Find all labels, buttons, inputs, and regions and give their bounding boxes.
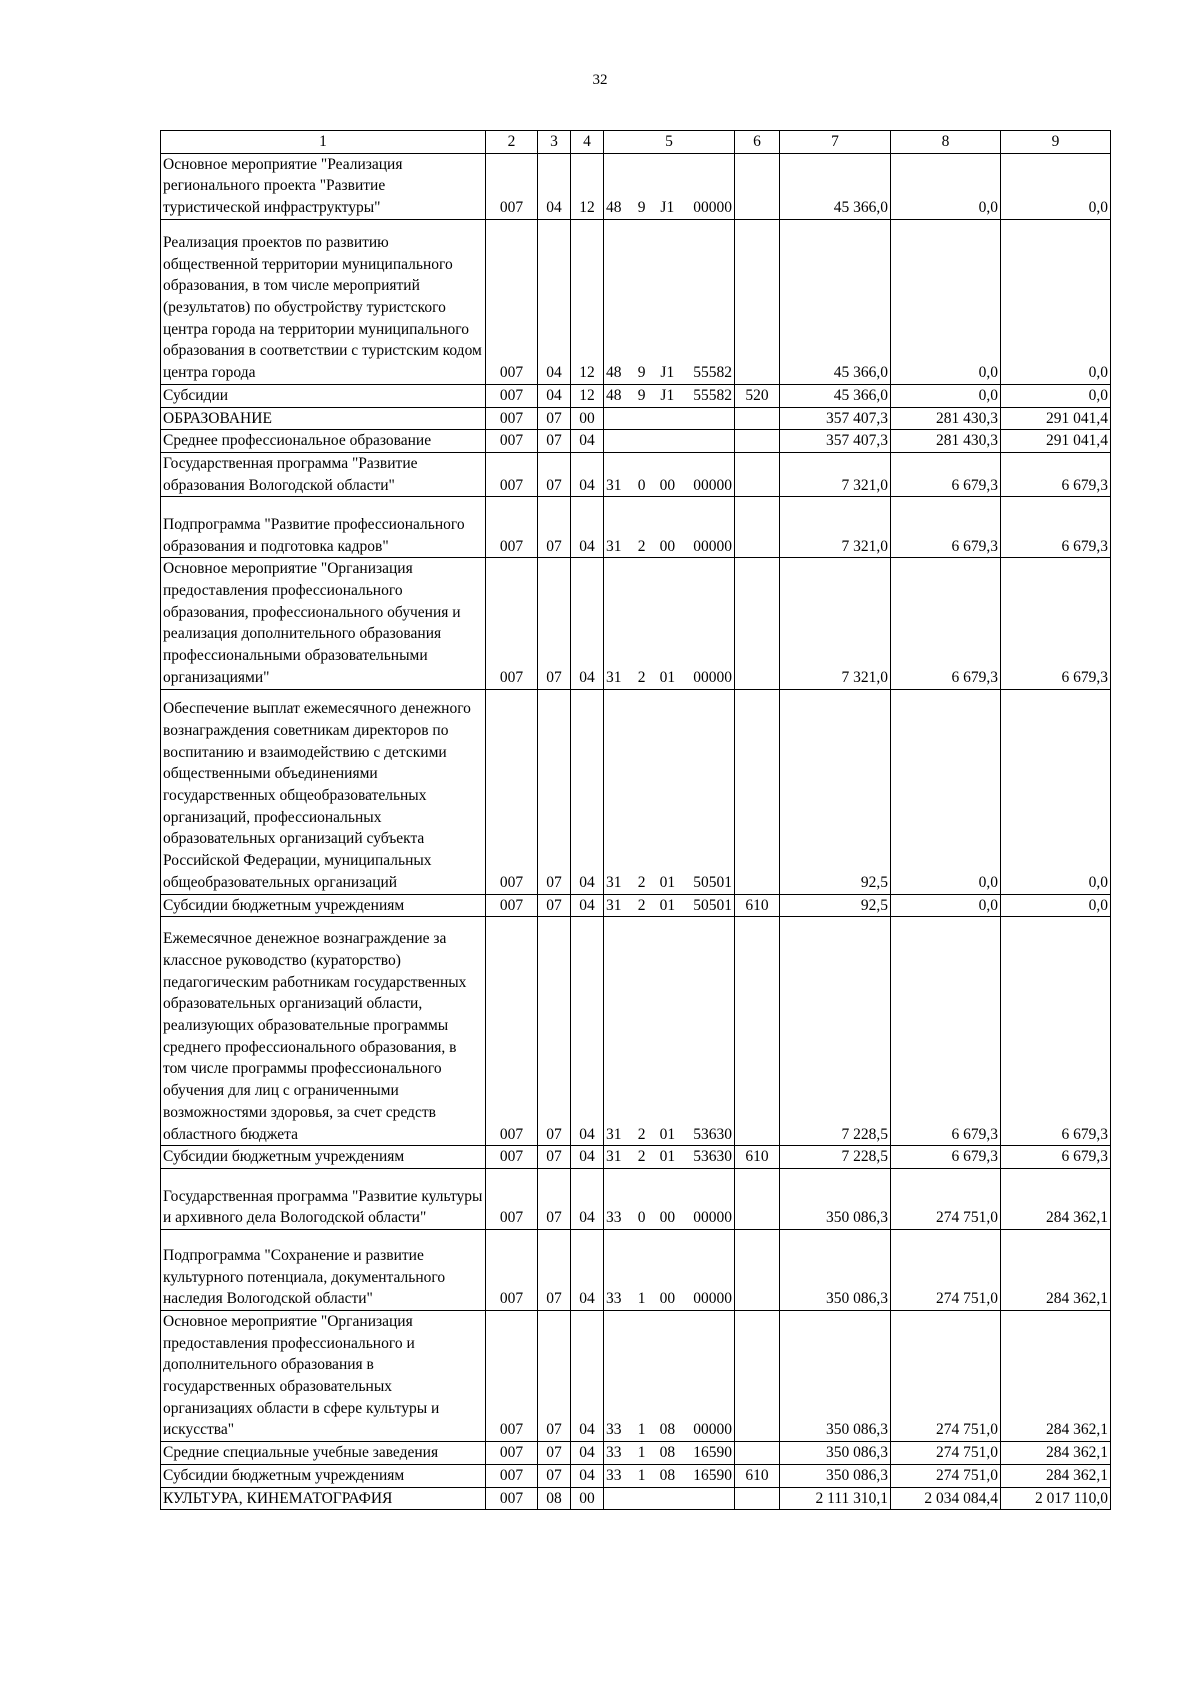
col-amount-year-1: 7 321,0	[780, 452, 891, 496]
code-part-p4: 55582	[693, 364, 732, 382]
code-part-p2: 9	[637, 199, 646, 217]
col-amount-year-2: 281 430,3	[891, 407, 1001, 430]
col-amount-year-2: 6 679,3	[891, 558, 1001, 689]
col-section: 08	[538, 1487, 571, 1510]
table-row	[161, 153, 1111, 219]
target-article-code	[606, 667, 732, 689]
col-grbs: 007	[486, 430, 538, 453]
target-article-code	[606, 872, 732, 894]
col-amount-year-1: 7 321,0	[780, 558, 891, 689]
col-amount-year-1: 357 407,3	[780, 430, 891, 453]
code-part-p1: 48	[606, 199, 622, 217]
col-amount-year-2: 281 430,3	[891, 430, 1001, 453]
row-name: Основное мероприятие "Организация предоставления профессионального образования, профессионального обучения и реализация дополнительного образования профессиональными образовательными организациями"	[161, 558, 486, 689]
target-article-code	[606, 536, 732, 558]
code-part-p4: 16590	[693, 1466, 732, 1484]
header-col-5: 5	[604, 131, 735, 154]
col-expense-type	[735, 430, 780, 453]
col-grbs: 007	[486, 407, 538, 430]
col-amount-year-3: 284 362,1	[1001, 1464, 1111, 1487]
table-row	[161, 452, 1111, 496]
col-amount-year-3: 284 362,1	[1001, 1310, 1111, 1441]
code-part-p4: 00000	[693, 668, 732, 686]
col-amount-year-3: 0,0	[1001, 384, 1111, 407]
col-target-article	[604, 1442, 735, 1465]
col-subsection: 12	[571, 384, 604, 407]
code-part-p3: J1	[660, 199, 675, 217]
target-article-code	[606, 197, 732, 219]
code-part-p1: 33	[606, 1444, 622, 1462]
code-part-p4: 50501	[693, 896, 732, 914]
col-amount-year-3: 284 362,1	[1001, 1442, 1111, 1465]
target-article-code	[606, 385, 732, 407]
col-target-article	[604, 689, 735, 894]
col-section: 07	[538, 1310, 571, 1441]
col-amount-year-2: 6 679,3	[891, 1146, 1001, 1169]
code-part-p4: 00000	[693, 1421, 732, 1439]
row-name: КУЛЬТУРА, КИНЕМАТОГРАФИЯ	[161, 1487, 486, 1510]
col-target-article	[604, 1464, 735, 1487]
code-part-p3: 01	[659, 668, 676, 686]
col-amount-year-1: 350 086,3	[780, 1229, 891, 1310]
col-subsection: 04	[571, 1168, 604, 1229]
col-subsection: 00	[571, 1487, 604, 1510]
col-amount-year-3: 6 679,3	[1001, 558, 1111, 689]
col-target-article	[604, 430, 735, 453]
col-subsection: 04	[571, 497, 604, 558]
col-amount-year-3: 6 679,3	[1001, 452, 1111, 496]
table-row	[161, 1146, 1111, 1169]
col-amount-year-2: 6 679,3	[891, 917, 1001, 1146]
col-amount-year-3: 284 362,1	[1001, 1168, 1111, 1229]
row-name: Реализация проектов по развитию общественной территории муниципального образования, в том числе мероприятий (результатов) по обустройству туристского центра города на территории муниципального образования в соответствии с туристским кодом центра города	[161, 219, 486, 384]
budget-table	[160, 130, 1111, 1510]
col-subsection: 04	[571, 689, 604, 894]
col-expense-type: 610	[735, 894, 780, 917]
target-article-code	[606, 1288, 732, 1310]
col-expense-type	[735, 219, 780, 384]
col-subsection: 04	[571, 894, 604, 917]
code-part-p2: 2	[637, 537, 646, 555]
code-part-p4: 00000	[693, 537, 732, 555]
col-subsection: 04	[571, 1146, 604, 1169]
table-row	[161, 1168, 1111, 1229]
col-section: 04	[538, 153, 571, 219]
col-grbs: 007	[486, 917, 538, 1146]
row-name: Среднее профессиональное образование	[161, 430, 486, 453]
col-amount-year-2: 6 679,3	[891, 497, 1001, 558]
code-part-p3: 00	[659, 1290, 676, 1308]
code-part-p1: 48	[606, 386, 622, 404]
col-amount-year-3: 291 041,4	[1001, 430, 1111, 453]
col-grbs: 007	[486, 1464, 538, 1487]
target-article-code	[606, 1419, 732, 1441]
header-col-1: 1	[161, 131, 486, 154]
col-amount-year-2: 6 679,3	[891, 452, 1001, 496]
row-name: Подпрограмма "Сохранение и развитие культурного потенциала, документального наследия Вологодской области"	[161, 1229, 486, 1310]
code-part-p1: 31	[606, 537, 622, 555]
col-section: 04	[538, 384, 571, 407]
row-name: Субсидии бюджетным учреждениям	[161, 894, 486, 917]
col-amount-year-1: 2 111 310,1	[780, 1487, 891, 1510]
target-article-code	[606, 1207, 732, 1229]
col-target-article	[604, 497, 735, 558]
table-row	[161, 894, 1111, 917]
code-part-p2: 1	[637, 1290, 646, 1308]
row-name: Субсидии бюджетным учреждениям	[161, 1464, 486, 1487]
col-amount-year-1: 92,5	[780, 689, 891, 894]
code-part-p4: 00000	[693, 1290, 732, 1308]
target-article-code	[606, 1124, 732, 1146]
code-part-p1: 31	[606, 873, 622, 891]
code-part-p3: 01	[659, 896, 676, 914]
code-part-p2: 2	[637, 1148, 646, 1166]
table-row	[161, 1464, 1111, 1487]
col-grbs: 007	[486, 1310, 538, 1441]
row-name: ОБРАЗОВАНИЕ	[161, 407, 486, 430]
header-row	[161, 131, 1111, 154]
code-part-p1: 31	[606, 1148, 622, 1166]
col-target-article	[604, 452, 735, 496]
col-subsection: 04	[571, 1310, 604, 1441]
table-row	[161, 430, 1111, 453]
row-name: Ежемесячное денежное вознаграждение за классное руководство (кураторство) педагогическим работникам государственных образовательных организаций области, реализующих образовательные программы среднего профессионального образования, в том числе программы профессионального обучения для лиц с ограниченными возможностями здоровья, за счет средств областного бюджета	[161, 917, 486, 1146]
target-article-code	[606, 1146, 732, 1168]
code-part-p2: 1	[637, 1466, 646, 1484]
target-article-code	[606, 1442, 732, 1464]
code-part-p1: 31	[606, 1125, 622, 1143]
col-amount-year-3: 2 017 110,0	[1001, 1487, 1111, 1510]
code-part-p4: 00000	[693, 199, 732, 217]
col-section: 07	[538, 430, 571, 453]
code-part-p3: J1	[660, 364, 675, 382]
code-part-p3: 08	[659, 1466, 676, 1484]
row-name: Государственная программа "Развитие образования Вологодской области"	[161, 452, 486, 496]
code-part-p3: 00	[659, 537, 676, 555]
code-part-p1: 31	[606, 896, 622, 914]
code-part-p1: 33	[606, 1421, 622, 1439]
table-row	[161, 689, 1111, 894]
col-subsection: 04	[571, 452, 604, 496]
col-subsection: 00	[571, 407, 604, 430]
col-amount-year-3: 6 679,3	[1001, 497, 1111, 558]
col-section: 07	[538, 689, 571, 894]
col-target-article	[604, 1146, 735, 1169]
table-row	[161, 407, 1111, 430]
col-section: 07	[538, 1229, 571, 1310]
code-part-p1: 48	[606, 364, 622, 382]
col-subsection: 04	[571, 1464, 604, 1487]
col-grbs: 007	[486, 1442, 538, 1465]
col-amount-year-2: 0,0	[891, 689, 1001, 894]
col-amount-year-2: 274 751,0	[891, 1229, 1001, 1310]
col-amount-year-3: 0,0	[1001, 894, 1111, 917]
col-section: 07	[538, 917, 571, 1146]
col-target-article	[604, 384, 735, 407]
table-row	[161, 497, 1111, 558]
code-part-p4: 53630	[693, 1148, 732, 1166]
col-amount-year-3: 6 679,3	[1001, 1146, 1111, 1169]
col-section: 04	[538, 219, 571, 384]
code-part-p3: 01	[659, 873, 676, 891]
header-col-8: 8	[891, 131, 1001, 154]
code-part-p3: 00	[659, 476, 676, 494]
header-col-4: 4	[571, 131, 604, 154]
col-amount-year-2: 274 751,0	[891, 1310, 1001, 1441]
code-part-p2: 1	[637, 1421, 646, 1439]
col-subsection: 04	[571, 430, 604, 453]
col-amount-year-2: 0,0	[891, 384, 1001, 407]
col-section: 07	[538, 1442, 571, 1465]
col-target-article	[604, 1310, 735, 1441]
col-expense-type: 610	[735, 1146, 780, 1169]
col-amount-year-2: 0,0	[891, 153, 1001, 219]
col-target-article	[604, 1168, 735, 1229]
target-article-code	[606, 475, 732, 497]
col-target-article	[604, 917, 735, 1146]
table-body	[161, 153, 1111, 1510]
table-row	[161, 219, 1111, 384]
code-part-p2: 9	[637, 364, 646, 382]
col-target-article	[604, 153, 735, 219]
code-part-p1: 31	[606, 476, 622, 494]
col-grbs: 007	[486, 153, 538, 219]
target-article-code	[606, 895, 732, 917]
col-amount-year-1: 92,5	[780, 894, 891, 917]
header-col-2: 2	[486, 131, 538, 154]
col-target-article	[604, 1229, 735, 1310]
col-amount-year-3: 291 041,4	[1001, 407, 1111, 430]
row-name: Основное мероприятие "Реализация регионального проекта "Развитие туристической инфраструктуры"	[161, 153, 486, 219]
table-row	[161, 384, 1111, 407]
row-name: Обеспечение выплат ежемесячного денежного вознаграждения советникам директоров по воспитанию и взаимодействию с детскими общественными объединениями государственных общеобразовательных организаций, профессиональных образовательных организаций субъекта Российской Федерации, муниципальных общеобразовательных организаций	[161, 689, 486, 894]
col-subsection: 04	[571, 558, 604, 689]
row-name: Средние специальные учебные заведения	[161, 1442, 486, 1465]
col-expense-type	[735, 497, 780, 558]
col-target-article	[604, 1487, 735, 1510]
col-expense-type	[735, 917, 780, 1146]
col-expense-type: 520	[735, 384, 780, 407]
col-amount-year-1: 45 366,0	[780, 384, 891, 407]
col-grbs: 007	[486, 219, 538, 384]
col-expense-type	[735, 689, 780, 894]
table-row	[161, 917, 1111, 1146]
col-amount-year-1: 7 228,5	[780, 1146, 891, 1169]
code-part-p1: 33	[606, 1466, 622, 1484]
col-expense-type	[735, 1487, 780, 1510]
target-article-code	[606, 362, 732, 384]
col-subsection: 04	[571, 1229, 604, 1310]
code-part-p2: 2	[637, 873, 646, 891]
col-amount-year-3: 0,0	[1001, 689, 1111, 894]
code-part-p1: 33	[606, 1209, 622, 1227]
col-amount-year-1: 350 086,3	[780, 1464, 891, 1487]
code-part-p2: 9	[637, 386, 646, 404]
row-name: Подпрограмма "Развитие профессионального образования и подготовка кадров"	[161, 497, 486, 558]
col-target-article	[604, 407, 735, 430]
code-part-p4: 55582	[693, 386, 732, 404]
header-col-9: 9	[1001, 131, 1111, 154]
col-amount-year-3: 6 679,3	[1001, 917, 1111, 1146]
col-section: 07	[538, 452, 571, 496]
col-amount-year-2: 274 751,0	[891, 1168, 1001, 1229]
row-name: Субсидии бюджетным учреждениям	[161, 1146, 486, 1169]
code-part-p3: 01	[659, 1148, 676, 1166]
col-target-article	[604, 894, 735, 917]
code-part-p1: 33	[606, 1290, 622, 1308]
col-expense-type	[735, 558, 780, 689]
code-part-p2: 0	[637, 476, 646, 494]
row-name: Государственная программа "Развитие культуры и архивного дела Вологодской области"	[161, 1168, 486, 1229]
row-name: Субсидии	[161, 384, 486, 407]
code-part-p2: 0	[637, 1209, 646, 1227]
code-part-p3: 00	[659, 1209, 676, 1227]
col-amount-year-2: 274 751,0	[891, 1464, 1001, 1487]
col-section: 07	[538, 497, 571, 558]
header-col-3: 3	[538, 131, 571, 154]
col-grbs: 007	[486, 689, 538, 894]
col-grbs: 007	[486, 894, 538, 917]
col-amount-year-2: 2 034 084,4	[891, 1487, 1001, 1510]
table-row	[161, 1310, 1111, 1441]
code-part-p2: 2	[637, 896, 646, 914]
col-amount-year-1: 45 366,0	[780, 219, 891, 384]
col-subsection: 12	[571, 153, 604, 219]
col-amount-year-1: 350 086,3	[780, 1310, 891, 1441]
col-grbs: 007	[486, 497, 538, 558]
col-section: 07	[538, 1168, 571, 1229]
col-expense-type	[735, 407, 780, 430]
col-amount-year-1: 357 407,3	[780, 407, 891, 430]
code-part-p4: 16590	[693, 1444, 732, 1462]
target-article-code	[606, 1465, 732, 1487]
col-target-article	[604, 219, 735, 384]
col-grbs: 007	[486, 558, 538, 689]
code-part-p4: 00000	[693, 476, 732, 494]
table-row	[161, 1442, 1111, 1465]
col-amount-year-1: 7 321,0	[780, 497, 891, 558]
col-section: 07	[538, 407, 571, 430]
code-part-p4: 50501	[693, 873, 732, 891]
col-section: 07	[538, 558, 571, 689]
col-amount-year-1: 7 228,5	[780, 917, 891, 1146]
col-expense-type: 610	[735, 1464, 780, 1487]
col-subsection: 04	[571, 917, 604, 1146]
col-grbs: 007	[486, 1146, 538, 1169]
col-amount-year-2: 0,0	[891, 894, 1001, 917]
col-target-article	[604, 558, 735, 689]
code-part-p2: 1	[637, 1444, 646, 1462]
col-grbs: 007	[486, 384, 538, 407]
col-amount-year-2: 274 751,0	[891, 1442, 1001, 1465]
col-expense-type	[735, 1310, 780, 1441]
col-expense-type	[735, 153, 780, 219]
code-part-p2: 2	[637, 668, 646, 686]
col-amount-year-3: 0,0	[1001, 219, 1111, 384]
col-grbs: 007	[486, 1168, 538, 1229]
col-amount-year-1: 350 086,3	[780, 1442, 891, 1465]
header-col-7: 7	[780, 131, 891, 154]
code-part-p1: 31	[606, 668, 622, 686]
code-part-p2: 2	[637, 1125, 646, 1143]
header-col-6: 6	[735, 131, 780, 154]
col-amount-year-3: 0,0	[1001, 153, 1111, 219]
col-expense-type	[735, 1442, 780, 1465]
code-part-p3: 01	[659, 1125, 676, 1143]
col-subsection: 04	[571, 1442, 604, 1465]
col-section: 07	[538, 1146, 571, 1169]
code-part-p3: J1	[660, 386, 675, 404]
col-expense-type	[735, 452, 780, 496]
table-row	[161, 1229, 1111, 1310]
code-part-p4: 53630	[693, 1125, 732, 1143]
col-expense-type	[735, 1168, 780, 1229]
col-expense-type	[735, 1229, 780, 1310]
row-name: Основное мероприятие "Организация предоставления профессионального и дополнительного образования в государственных образовательных организациях области в сфере культуры и искусства"	[161, 1310, 486, 1441]
col-grbs: 007	[486, 1487, 538, 1510]
col-amount-year-3: 284 362,1	[1001, 1229, 1111, 1310]
page-number: 32	[592, 72, 608, 88]
code-part-p3: 08	[659, 1421, 676, 1439]
table-row	[161, 1487, 1111, 1510]
col-section: 07	[538, 894, 571, 917]
table-row	[161, 558, 1111, 689]
col-amount-year-2: 0,0	[891, 219, 1001, 384]
col-amount-year-1: 350 086,3	[780, 1168, 891, 1229]
col-grbs: 007	[486, 452, 538, 496]
code-part-p4: 00000	[693, 1209, 732, 1227]
col-amount-year-1: 45 366,0	[780, 153, 891, 219]
col-subsection: 12	[571, 219, 604, 384]
col-grbs: 007	[486, 1229, 538, 1310]
col-section: 07	[538, 1464, 571, 1487]
code-part-p3: 08	[659, 1444, 676, 1462]
